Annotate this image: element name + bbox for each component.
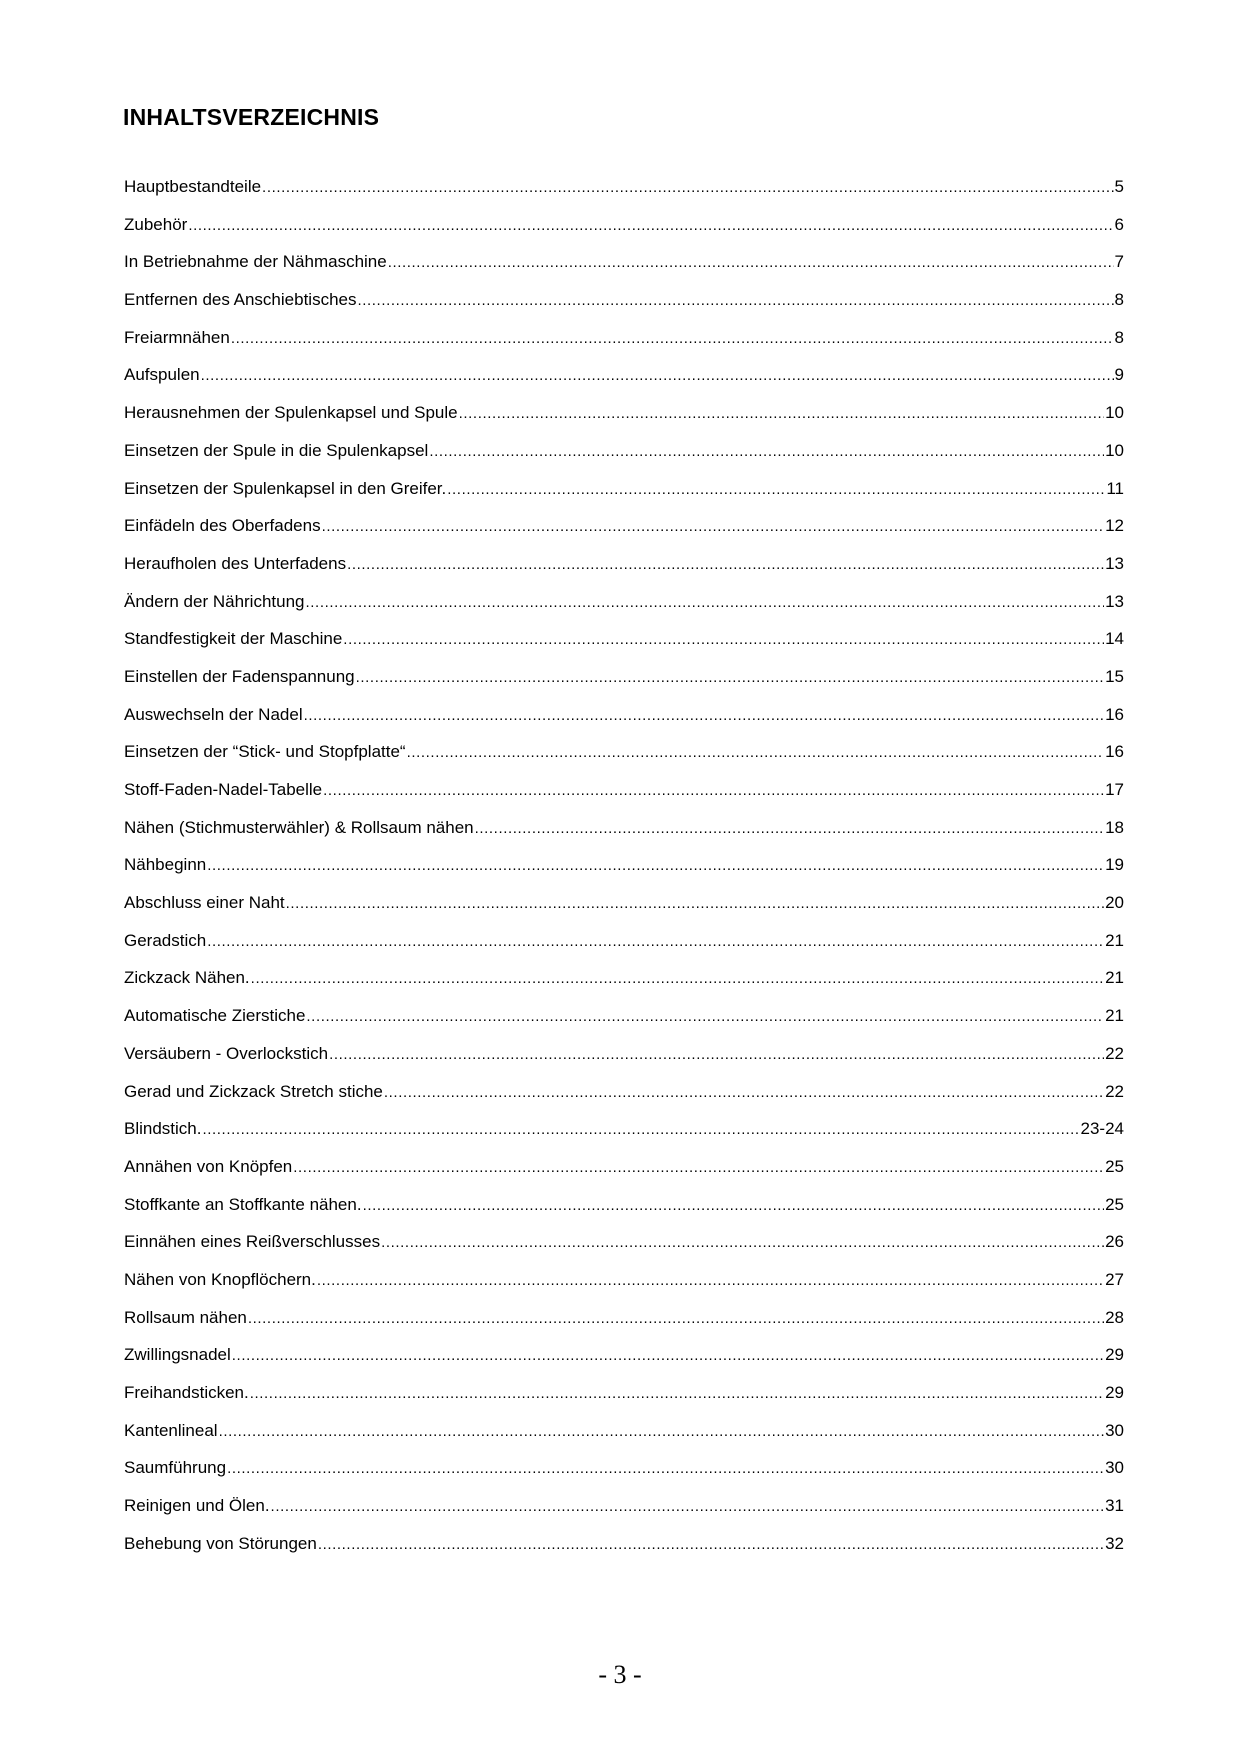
dot-leader xyxy=(475,810,1104,847)
toc-entry-page-number: 25 xyxy=(1105,1156,1124,1176)
toc-entry-label: Freiarmnähen xyxy=(124,327,230,347)
toc-entry-label: Zwillingsnadel xyxy=(124,1345,231,1365)
toc-entry-label: Reinigen und Ölen. xyxy=(124,1496,270,1516)
toc-entry-page-number: 22 xyxy=(1105,1081,1124,1101)
toc-entry-label: Einnähen eines Reißverschlusses xyxy=(124,1232,381,1252)
toc-entry-page-number: 8 xyxy=(1114,327,1124,347)
toc-entry-page-number: 14 xyxy=(1105,629,1124,649)
dot-leader xyxy=(232,1337,1104,1374)
toc-entry-label: Saumführung xyxy=(124,1458,227,1478)
toc-entry xyxy=(124,620,1124,658)
toc-entry-label: Automatische Zierstiche xyxy=(124,1006,306,1026)
dot-leader xyxy=(407,734,1104,771)
toc-entry xyxy=(124,1525,1124,1563)
toc-entry xyxy=(124,206,1124,244)
toc-entry xyxy=(124,394,1124,432)
toc-entry-label: Rollsaum nähen xyxy=(124,1307,247,1327)
toc-entry xyxy=(124,959,1124,997)
toc-entry xyxy=(124,696,1124,734)
toc-entry xyxy=(124,1186,1124,1224)
toc-entry xyxy=(124,1299,1124,1337)
toc-entry xyxy=(124,1148,1124,1186)
page-number: - 3 - xyxy=(598,1660,642,1689)
dot-leader xyxy=(356,659,1104,696)
toc-entry xyxy=(124,1449,1124,1487)
dot-leader xyxy=(347,546,1104,583)
dot-leader xyxy=(293,1149,1104,1186)
dot-leader xyxy=(207,923,1104,960)
dot-leader xyxy=(447,471,1105,508)
toc-entry-label: Geradstich xyxy=(124,930,207,950)
toc-entry-label: Einsetzen der “Stick- und Stopfplatte“ xyxy=(124,742,406,762)
dot-leader xyxy=(322,508,1104,545)
dot-leader xyxy=(227,1450,1104,1487)
toc-entry-label: Entfernen des Anschiebtisches xyxy=(124,290,357,310)
dot-leader xyxy=(262,169,1113,206)
toc-entry-page-number: 21 xyxy=(1105,1006,1124,1026)
toc-entry-page-number: 21 xyxy=(1105,930,1124,950)
dot-leader xyxy=(271,1488,1105,1525)
toc-entry xyxy=(124,884,1124,922)
toc-entry xyxy=(124,922,1124,960)
toc-entry xyxy=(124,658,1124,696)
toc-entry xyxy=(124,809,1124,847)
toc-entry xyxy=(124,1374,1124,1412)
dot-leader xyxy=(286,885,1104,922)
toc-entry-label: Freihandsticken. xyxy=(124,1383,249,1402)
page-title: INHALTSVERZEICHNIS xyxy=(123,104,380,130)
dot-leader xyxy=(459,395,1104,432)
toc-entry-page-number: 7 xyxy=(1114,252,1124,272)
table-of-contents xyxy=(124,168,1124,1562)
dot-leader xyxy=(384,1074,1104,1111)
toc-entry xyxy=(124,507,1124,545)
toc-entry xyxy=(124,1261,1124,1299)
dot-leader xyxy=(306,584,1105,621)
toc-entry xyxy=(124,1487,1124,1525)
toc-entry-page-number: 13 xyxy=(1105,553,1124,573)
toc-entry-label: Heraufholen des Unterfadens xyxy=(124,553,347,573)
toc-entry-label: Kantenlineal xyxy=(124,1420,218,1440)
toc-entry xyxy=(124,356,1124,394)
toc-entry-label: Zickzack Nähen. xyxy=(124,968,250,988)
toc-entry-page-number: 16 xyxy=(1105,742,1124,762)
toc-entry xyxy=(124,168,1124,206)
dot-leader xyxy=(381,1224,1104,1261)
toc-entry-page-number: 27 xyxy=(1105,1269,1124,1289)
toc-entry-page-number: 8 xyxy=(1114,290,1124,310)
toc-entry-label: Herausnehmen der Spulenkapsel und Spule xyxy=(124,403,458,423)
toc-entry-page-number: 30 xyxy=(1105,1420,1124,1440)
toc-entry xyxy=(124,432,1124,470)
toc-entry-page-number: 13 xyxy=(1105,591,1124,611)
toc-entry-page-number: 22 xyxy=(1105,1043,1124,1063)
toc-entry-page-number: 25 xyxy=(1105,1194,1124,1214)
dot-leader xyxy=(357,282,1113,319)
toc-entry-page-number: 29 xyxy=(1105,1345,1124,1365)
toc-entry xyxy=(124,997,1124,1035)
toc-entry-label: Aufspulen xyxy=(124,365,200,385)
toc-entry-label: Standfestigkeit der Maschine xyxy=(124,629,343,649)
toc-entry-label: Stoffkante an Stoffkante nähen. xyxy=(124,1194,362,1214)
dot-leader xyxy=(388,244,1114,281)
toc-entry-label: Einsetzen der Spulenkapsel in den Greifer. xyxy=(124,478,447,498)
dot-leader xyxy=(231,320,1114,357)
toc-entry-page-number: 20 xyxy=(1105,893,1124,913)
toc-entry xyxy=(124,1035,1124,1073)
toc-entry-page-number: 29 xyxy=(1105,1383,1124,1402)
dot-leader xyxy=(323,772,1104,809)
dot-leader xyxy=(248,1300,1104,1337)
toc-entry xyxy=(124,733,1124,771)
dot-leader xyxy=(329,1036,1104,1073)
dot-leader xyxy=(188,207,1113,244)
dot-leader xyxy=(219,1413,1105,1450)
toc-entry xyxy=(124,1073,1124,1111)
toc-entry-label: Ändern der Nährichtung xyxy=(124,591,305,611)
dot-leader xyxy=(304,697,1104,734)
dot-leader xyxy=(306,998,1104,1035)
toc-entry-page-number: 28 xyxy=(1105,1307,1124,1327)
toc-entry-page-number: 31 xyxy=(1105,1496,1124,1516)
dot-leader xyxy=(202,1111,1079,1148)
toc-entry-page-number: 10 xyxy=(1105,403,1124,423)
toc-entry-page-number: 19 xyxy=(1105,855,1124,875)
toc-entry-label: Stoff-Faden-Nadel-Tabelle xyxy=(124,780,323,799)
toc-entry-page-number: 18 xyxy=(1105,817,1124,837)
toc-entry-page-number: 16 xyxy=(1105,704,1124,724)
toc-entry-label: Zubehör xyxy=(124,214,188,234)
toc-entry-page-number: 10 xyxy=(1105,440,1124,460)
toc-entry-page-number: 30 xyxy=(1105,1458,1124,1478)
toc-entry-label: Einfädeln des Oberfadens xyxy=(124,516,321,536)
toc-entry-page-number: 11 xyxy=(1106,478,1124,498)
toc-entry xyxy=(124,1110,1124,1148)
toc-entry-page-number: 5 xyxy=(1114,177,1124,196)
dot-leader xyxy=(363,1187,1105,1224)
toc-entry xyxy=(124,1412,1124,1450)
toc-entry-label: Nähen (Stichmusterwähler) & Rollsaum nähen xyxy=(124,817,474,837)
toc-entry-label: Hauptbestandteile xyxy=(124,177,262,196)
toc-entry-label: Auswechseln der Nadel xyxy=(124,704,303,724)
toc-entry-label: Behebung von Störungen xyxy=(124,1533,317,1553)
toc-entry-label: Nähbeginn xyxy=(124,855,207,875)
toc-entry-label: Abschluss einer Naht xyxy=(124,893,285,913)
toc-entry-label: Nähen von Knopflöchern. xyxy=(124,1269,316,1289)
toc-entry xyxy=(124,545,1124,583)
toc-entry-label: Annähen von Knöpfen xyxy=(124,1156,293,1176)
toc-entry-label: Gerad und Zickzack Stretch stiche xyxy=(124,1081,383,1101)
toc-entry-label: In Betriebnahme der Nähmaschine xyxy=(124,252,387,272)
toc-entry xyxy=(124,243,1124,281)
toc-entry xyxy=(124,470,1124,508)
toc-entry xyxy=(124,1336,1124,1374)
toc-entry xyxy=(124,281,1124,319)
dot-leader xyxy=(207,847,1104,884)
dot-leader xyxy=(250,1375,1104,1412)
dot-leader xyxy=(343,621,1104,658)
toc-entry-page-number: 23-24 xyxy=(1080,1119,1124,1139)
toc-entry-label: Versäubern - Overlockstich xyxy=(124,1043,329,1063)
toc-entry-label: Einsetzen der Spule in die Spulenkapsel xyxy=(124,440,429,460)
toc-entry-label: Einstellen der Fadenspannung xyxy=(124,666,355,686)
toc-entry-page-number: 6 xyxy=(1114,214,1124,234)
toc-entry-page-number: 17 xyxy=(1105,780,1124,799)
toc-entry-page-number: 12 xyxy=(1105,516,1124,536)
dot-leader xyxy=(429,433,1104,470)
toc-entry-page-number: 26 xyxy=(1105,1232,1124,1252)
toc-entry xyxy=(124,771,1124,809)
dot-leader xyxy=(318,1526,1104,1563)
toc-entry-page-number: 15 xyxy=(1105,666,1124,686)
dot-leader xyxy=(251,960,1104,997)
toc-entry-label: Blindstich. xyxy=(124,1119,202,1139)
toc-entry xyxy=(124,319,1124,357)
dot-leader xyxy=(201,357,1114,394)
toc-entry-page-number: 9 xyxy=(1114,365,1124,385)
toc-entry xyxy=(124,846,1124,884)
dot-leader xyxy=(317,1262,1104,1299)
toc-entry-page-number: 21 xyxy=(1105,968,1124,988)
toc-entry xyxy=(124,583,1124,621)
toc-entry-page-number: 32 xyxy=(1105,1533,1124,1553)
toc-entry xyxy=(124,1223,1124,1261)
